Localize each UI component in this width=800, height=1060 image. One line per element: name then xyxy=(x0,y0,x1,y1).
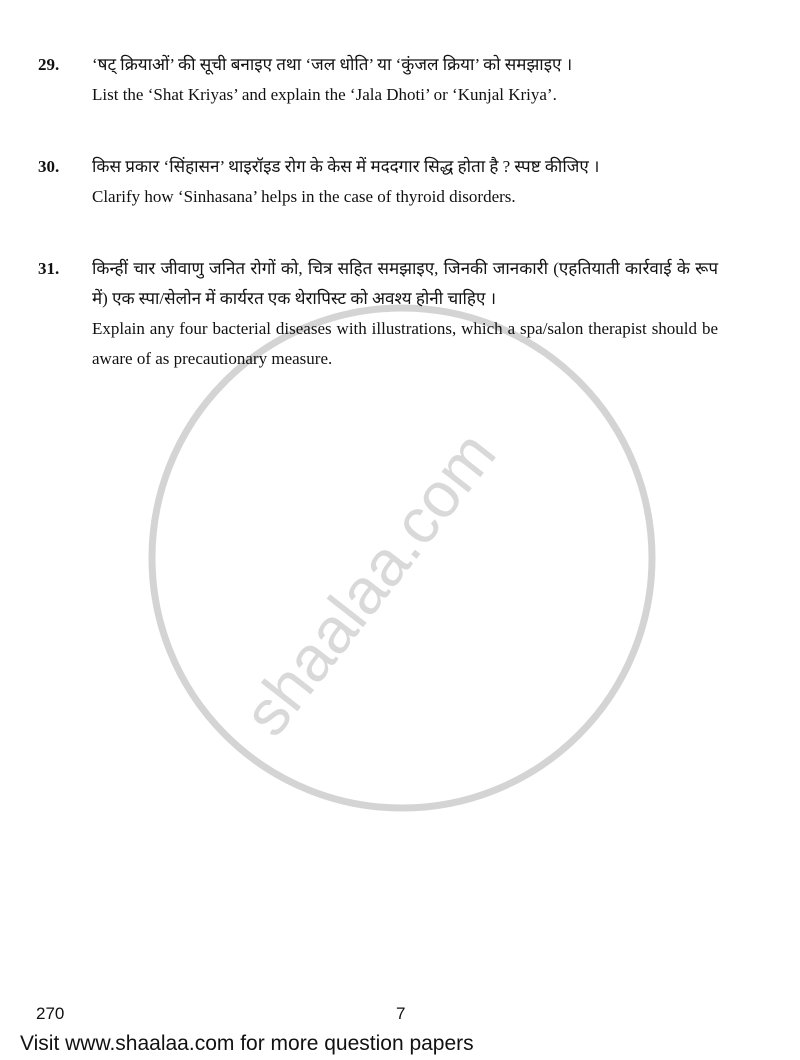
visit-link[interactable]: Visit www.shaalaa.com for more question papers xyxy=(20,1032,474,1055)
question-number: 31. xyxy=(38,259,60,278)
question-hindi: किस प्रकार ‘सिंहासन’ थाइरॉइड रोग के केस में मददगार सिद्ध होता है ? स्पष्ट कीजिए । xyxy=(92,157,600,176)
question-hindi: ‘षट् क्रियाओं’ की सूची बनाइए तथा ‘जल धोति’ या ‘कुंजल क्रिया’ को समझाइए । xyxy=(92,55,573,74)
question-english: Clarify how ‘Sinhasana’ helps in the case of thyroid disorders. xyxy=(92,187,516,206)
question-30 xyxy=(38,152,718,212)
question-english: List the ‘Shat Kriyas’ and explain the ‘Jala Dhoti’ or ‘Kunjal Kriya’. xyxy=(92,85,557,104)
question-hindi: किन्हीं चार जीवाणु जनित रोगों को, चित्र सहित समझाइए, जिनकी जानकारी (एहतियाती कार्रवाई के रूप में) एक स्पा/सेलोन में कार्यरत एक थेरापिस्ट को अवश्य होनी चाहिए । xyxy=(92,259,718,308)
question-number: 30. xyxy=(38,157,60,176)
question-number: 29. xyxy=(38,55,60,74)
question-29 xyxy=(38,50,718,110)
question-english: Explain any four bacterial diseases with illustrations, which a spa/salon therapist should be aware of as precautionary measure. xyxy=(92,319,718,368)
question-list xyxy=(38,50,718,416)
watermark-text: shaalaa.com xyxy=(229,418,510,749)
page-number: 7 xyxy=(396,1004,406,1023)
question-31 xyxy=(38,254,718,374)
paper-code: 270 xyxy=(36,1004,65,1023)
